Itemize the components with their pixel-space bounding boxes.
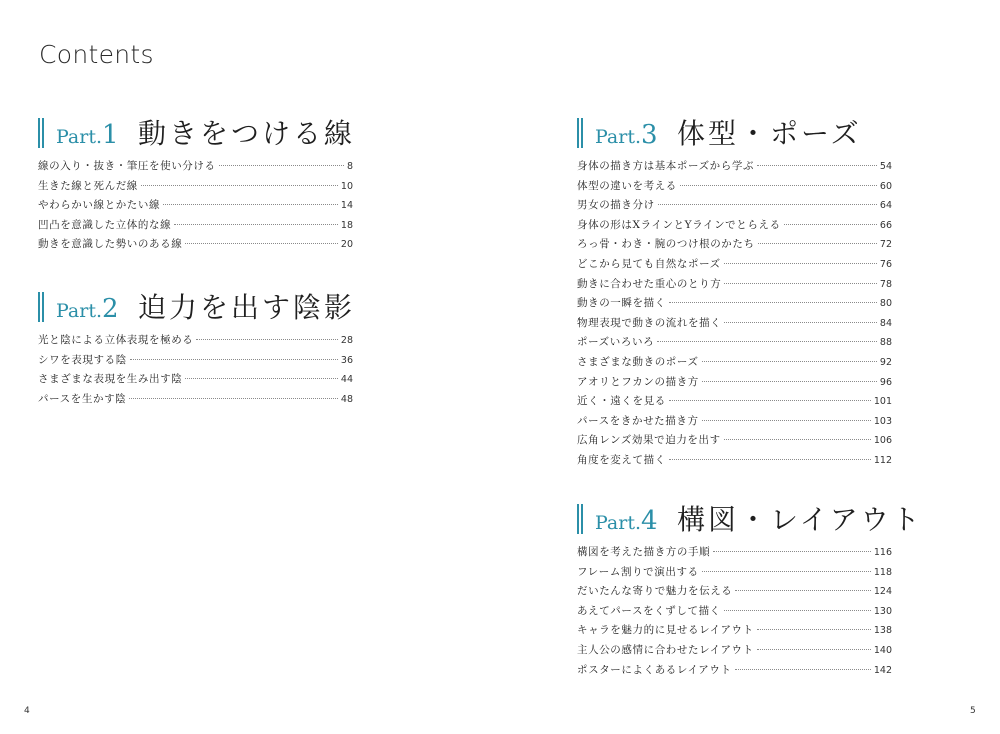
entry-title: 動きの一瞬を描く: [577, 297, 666, 310]
entry-page-number: 20: [340, 239, 353, 251]
entry-title: 凹凸を意識した立体的な線: [38, 218, 172, 231]
entry-title: ポスターによくあるレイアウト: [577, 663, 732, 676]
dot-leader: [702, 571, 871, 572]
entry-title: 主人公の感情に合わせたレイアウト: [577, 643, 754, 656]
entry-title: 線の入り・抜き・筆圧を使い分ける: [38, 160, 216, 172]
toc-entry[interactable]: [577, 622, 892, 642]
toc-entry[interactable]: [577, 178, 892, 198]
entry-page-number: 84: [879, 317, 892, 329]
entry-page-number: 101: [873, 396, 892, 408]
part-word: Part.: [595, 512, 642, 534]
entry-page-number: 54: [879, 161, 892, 172]
entry-page-number: 142: [873, 664, 892, 676]
toc-entry[interactable]: [577, 642, 892, 662]
part-number: 4: [641, 506, 658, 536]
entry-title: さまざまな動きのポーズ: [577, 355, 699, 368]
dot-leader: [141, 185, 338, 186]
toc-entry[interactable]: [577, 544, 892, 564]
entry-page-number: 28: [340, 335, 353, 346]
part-3-section: [577, 116, 892, 472]
toc-entry[interactable]: [577, 662, 892, 682]
dot-leader: [680, 185, 877, 186]
entry-page-number: 44: [340, 374, 353, 386]
dot-leader: [174, 224, 338, 225]
entry-page-number: 8: [346, 161, 353, 172]
toc-entry[interactable]: [577, 276, 892, 296]
entry-title: フレーム割りで演出する: [577, 565, 699, 578]
dot-leader: [669, 400, 871, 401]
entry-title: 動きを意識した勢いのある線: [38, 238, 183, 251]
part-marker-bars: [38, 292, 45, 322]
dot-leader: [669, 302, 877, 303]
entry-title: 物理表現で動きの流れを描く: [577, 316, 722, 329]
dot-leader: [185, 378, 338, 379]
toc-entry[interactable]: [577, 564, 892, 584]
entry-page-number: 80: [879, 298, 892, 310]
toc-entry[interactable]: [577, 603, 892, 623]
part-title: 体型・ポーズ: [677, 117, 862, 150]
dot-leader: [735, 669, 871, 670]
part-label: [595, 506, 658, 536]
dot-leader: [163, 204, 338, 205]
entry-page-number: 92: [879, 356, 892, 368]
part-number: 1: [102, 120, 119, 150]
entry-title: だいたんな寄りで魅力を伝える: [577, 585, 733, 598]
entry-page-number: 88: [879, 337, 892, 349]
entry-page-number: 72: [879, 239, 892, 251]
dot-leader: [130, 359, 338, 360]
toc-entry[interactable]: [577, 217, 892, 237]
entry-page-number: 130: [873, 605, 892, 617]
toc-entry[interactable]: [38, 391, 353, 411]
dot-leader: [724, 283, 877, 284]
part-3-entries: [577, 158, 892, 472]
dot-leader: [735, 590, 870, 591]
part-3-header: [577, 116, 892, 156]
part-2-header: [38, 290, 356, 330]
dot-leader: [713, 551, 871, 552]
part-label: [56, 294, 119, 324]
entry-page-number: 106: [873, 435, 892, 447]
entry-page-number: 18: [340, 219, 353, 231]
entry-title: キャラを魅力的に見せるレイアウト: [577, 624, 754, 637]
toc-entry[interactable]: [577, 236, 892, 256]
entry-title: どこから見ても自然なポーズ: [577, 257, 721, 270]
dot-leader: [757, 165, 877, 166]
part-2-entries: [38, 332, 353, 410]
toc-entry[interactable]: [577, 256, 892, 276]
toc-entry[interactable]: [38, 178, 353, 198]
toc-entry[interactable]: [577, 432, 892, 452]
dot-leader: [702, 361, 877, 362]
dot-leader: [724, 439, 871, 440]
entry-title: さまざまな表現を生み出す陰: [38, 373, 183, 386]
entry-title: 構図を考えた描き方の手順: [577, 546, 711, 558]
dot-leader: [219, 165, 344, 166]
part-marker-bars: [38, 118, 45, 148]
entry-title: アオリとフカンの描き方: [577, 375, 699, 388]
entry-title: ろっ骨・わき・腕のつけ根のかたち: [577, 238, 755, 251]
entry-page-number: 10: [340, 180, 353, 192]
part-number: 3: [641, 120, 658, 150]
entry-title: あえてパースをくずして描く: [577, 604, 721, 617]
toc-entry[interactable]: [577, 295, 892, 315]
toc-entry[interactable]: [577, 452, 892, 472]
dot-leader: [669, 459, 871, 460]
entry-page-number: 60: [879, 180, 892, 192]
dot-leader: [784, 224, 877, 225]
dot-leader: [702, 381, 877, 382]
entry-title: 身体の形はXラインとYラインでとらえる: [577, 218, 781, 231]
toc-entry[interactable]: [577, 315, 892, 335]
toc-entry[interactable]: [38, 158, 353, 178]
dot-leader: [724, 610, 871, 611]
entry-title: 体型の違いを考える: [577, 179, 677, 192]
dot-leader: [657, 341, 877, 342]
entry-page-number: 138: [873, 625, 892, 637]
dot-leader: [185, 243, 338, 244]
toc-entry[interactable]: [577, 158, 892, 178]
toc-entry[interactable]: [577, 334, 892, 354]
entry-title: パースを生かす陰: [38, 392, 127, 405]
entry-page-number: 124: [873, 586, 892, 598]
toc-entry[interactable]: [577, 583, 892, 603]
part-title: 動きをつける線: [138, 117, 356, 150]
toc-entry[interactable]: [38, 236, 353, 256]
entry-page-number: 96: [879, 376, 892, 388]
part-word: Part.: [56, 300, 103, 322]
part-word: Part.: [56, 126, 103, 148]
entry-page-number: 14: [340, 200, 353, 212]
part-4-header: [577, 502, 923, 542]
entry-title: 男女の描き分け: [577, 199, 655, 212]
page-number-left: 4: [24, 706, 30, 716]
toc-entry[interactable]: [577, 393, 892, 413]
entry-title: 生きた線と死んだ線: [38, 179, 138, 192]
entry-title: 身体の描き方は基本ポーズから学ぶ: [577, 160, 755, 172]
toc-entry[interactable]: [577, 413, 892, 433]
dot-leader: [658, 204, 877, 205]
toc-entry[interactable]: [38, 371, 353, 391]
entry-title: 広角レンズ効果で迫力を出す: [577, 434, 721, 447]
dot-leader: [724, 322, 877, 323]
part-4-entries: [577, 544, 892, 681]
toc-entry[interactable]: [577, 354, 892, 374]
part-word: Part.: [595, 126, 642, 148]
entry-page-number: 116: [873, 547, 892, 558]
entry-title: 光と陰による立体表現を極める: [38, 334, 194, 346]
dot-leader: [757, 629, 871, 630]
entry-title: 近く・遠くを見る: [577, 395, 666, 408]
part-title: 迫力を出す陰影: [138, 291, 356, 324]
entry-page-number: 103: [873, 415, 892, 427]
entry-page-number: 64: [879, 200, 892, 212]
entry-title: 動きに合わせた重心のとり方: [577, 277, 722, 290]
entry-page-number: 112: [873, 454, 892, 466]
toc-entry[interactable]: [577, 197, 892, 217]
part-1-header: [38, 116, 356, 156]
entry-page-number: 36: [340, 354, 353, 366]
entry-page-number: 76: [879, 258, 892, 270]
toc-entry[interactable]: [38, 217, 353, 237]
part-title: 構図・レイアウト: [677, 503, 923, 536]
toc-entry[interactable]: [38, 332, 353, 352]
part-1-section: [38, 116, 356, 256]
page-number-right: 5: [970, 706, 976, 716]
dot-leader: [758, 243, 877, 244]
part-marker-bars: [577, 118, 584, 148]
entry-page-number: 66: [879, 219, 892, 231]
entry-page-number: 48: [340, 393, 353, 405]
entry-page-number: 140: [873, 644, 892, 656]
part-label: [595, 120, 658, 150]
entry-title: やわらかい線とかたい線: [38, 199, 161, 212]
entry-page-number: 118: [873, 566, 892, 578]
dot-leader: [757, 649, 871, 650]
dot-leader: [724, 263, 877, 264]
part-4-section: [577, 502, 923, 681]
part-label: [56, 120, 119, 150]
entry-title: 角度を変えて描く: [577, 453, 666, 466]
part-marker-bars: [577, 504, 584, 534]
part-number: 2: [102, 294, 119, 324]
entry-title: パースをきかせた描き方: [577, 414, 699, 427]
entry-title: シワを表現する陰: [38, 353, 127, 366]
part-1-entries: [38, 158, 353, 256]
entry-title: ポーズいろいろ: [577, 336, 655, 349]
toc-entry[interactable]: [577, 374, 892, 394]
toc-entry[interactable]: [38, 352, 353, 372]
dot-leader: [129, 398, 338, 399]
entry-page-number: 78: [879, 278, 892, 290]
dot-leader: [702, 420, 871, 421]
part-2-section: [38, 290, 356, 410]
dot-leader: [196, 339, 338, 340]
toc-entry[interactable]: [38, 197, 353, 217]
contents-heading: Contents: [39, 40, 154, 69]
